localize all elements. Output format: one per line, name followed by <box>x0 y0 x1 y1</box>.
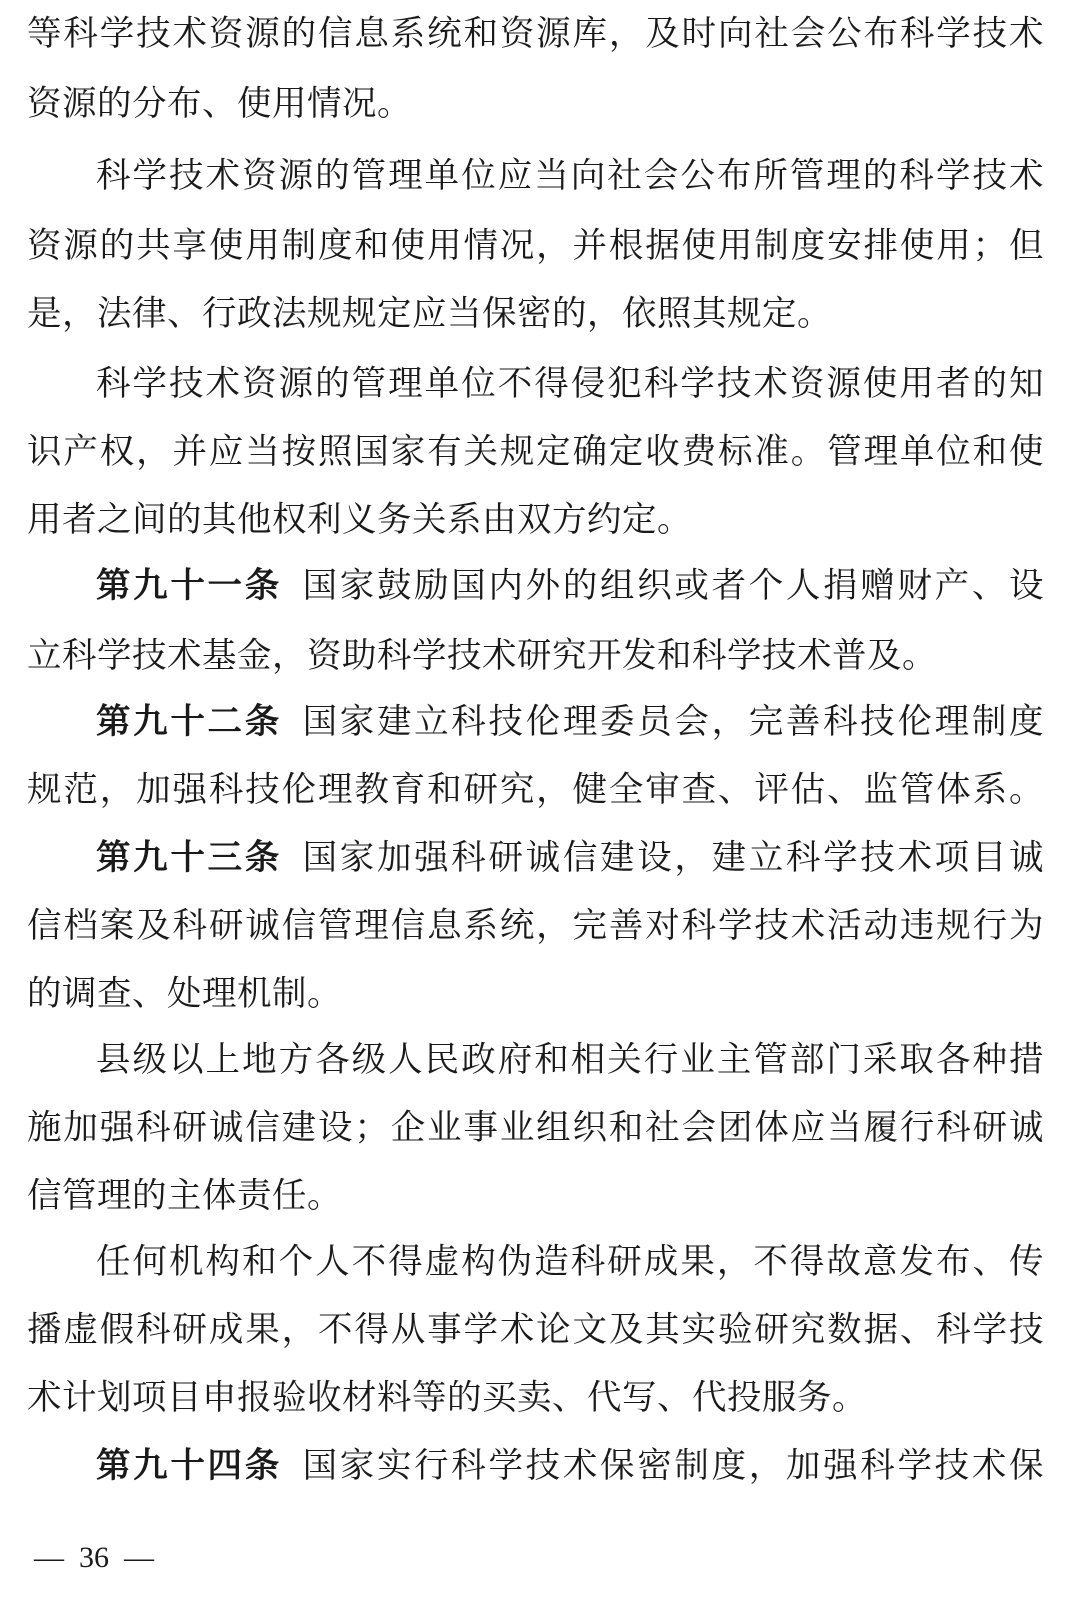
text-line: 播虚假科研成果，不得从事学术论文及其实验研究数据、科学技 <box>27 1310 1044 1350</box>
text-line: 是，法律、行政法规规定应当保密的，依照其规定。 <box>27 294 832 334</box>
article-first-line <box>96 696 1044 748</box>
article-text: 国家加强科研诚信建设，建立科学技术项目诚 <box>302 838 1045 878</box>
article-first-line <box>96 560 1044 612</box>
article-number: 第九十四条 <box>96 1446 282 1486</box>
text-line: 县级以上地方各级人民政府和相关行业主管部门采取各种措 <box>96 1040 1044 1080</box>
text-line: 科学技术资源的管理单位应当向社会公布所管理的科学技术 <box>96 156 1044 196</box>
text-line: 的调查、处理机制。 <box>27 974 342 1014</box>
text-line: 施加强科研诚信建设；企业事业组织和社会团体应当履行科研诚 <box>27 1108 1044 1148</box>
text-line: 用者之间的其他权利义务关系由双方约定。 <box>27 500 692 540</box>
text-line: 任何机构和个人不得虚构伪造科研成果，不得故意发布、传 <box>96 1242 1044 1282</box>
article-text: 国家实行科学技术保密制度，加强科学技术保 <box>302 1446 1045 1486</box>
text-line: 资源的分布、使用情况。 <box>27 84 412 124</box>
article-number: 第九十二条 <box>96 702 282 742</box>
article-text: 国家鼓励国内外的组织或者个人捐赠财产、设 <box>302 566 1045 606</box>
article-first-line <box>96 832 1044 884</box>
article-first-line <box>96 1440 1044 1492</box>
article-number: 第九十一条 <box>96 566 282 606</box>
text-line: 信管理的主体责任。 <box>27 1176 342 1216</box>
text-line: 立科学技术基金，资助科学技术研究开发和科学技术普及。 <box>27 636 937 676</box>
text-line: 规范，加强科技伦理教育和研究，健全审查、评估、监管体系。 <box>27 770 1044 810</box>
text-line: 信档案及科研诚信管理信息系统，完善对科学技术活动违规行为 <box>27 906 1044 946</box>
page-number: — 36 — <box>34 1541 154 1574</box>
article-number: 第九十三条 <box>96 838 282 878</box>
text-line: 科学技术资源的管理单位不得侵犯科学技术资源使用者的知 <box>96 364 1044 404</box>
text-line: 等科学技术资源的信息系统和资源库，及时向社会公布科学技术 <box>27 14 1044 54</box>
article-text: 国家建立科技伦理委员会，完善科技伦理制度 <box>302 702 1045 742</box>
text-line: 术计划项目申报验收材料等的买卖、代写、代投服务。 <box>27 1378 867 1418</box>
text-line: 资源的共享使用制度和使用情况，并根据使用制度安排使用；但 <box>27 226 1044 266</box>
text-line: 识产权，并应当按照国家有关规定确定收费标准。管理单位和使 <box>27 432 1044 472</box>
